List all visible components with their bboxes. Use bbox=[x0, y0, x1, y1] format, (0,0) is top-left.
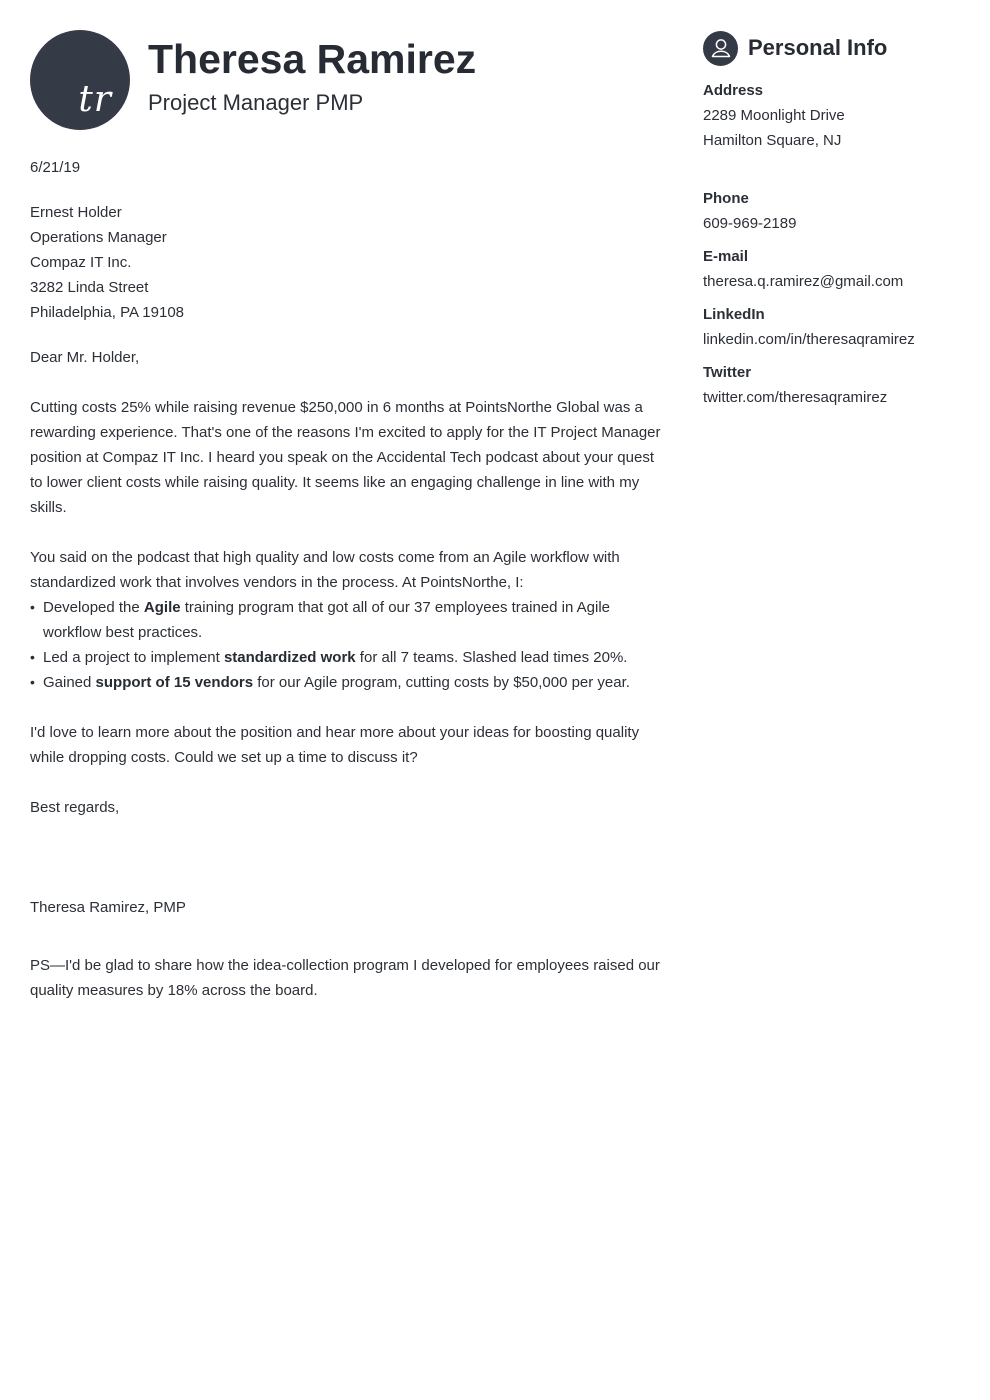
postscript: PS—I'd be glad to share how the idea-collection program I developed for employees raised our quality measures by 18% across the board. bbox=[30, 957, 660, 999]
highlight-text: standardized work bbox=[223, 649, 356, 666]
greeting: Dear Mr. Holder, bbox=[30, 349, 140, 366]
address-block bbox=[703, 78, 973, 153]
twitter-value[interactable]: twitter.com/theresaqramirez bbox=[703, 389, 888, 406]
phone-value: 609-969-2189 bbox=[703, 215, 797, 232]
achievement-list bbox=[30, 595, 670, 695]
address-line-1: 2289 Moonlight Drive bbox=[703, 107, 845, 124]
list-item: • Gained support of 15 vendors for our Agile program, cutting costs by $50,000 per year. bbox=[30, 670, 670, 695]
personal-info-title: Personal Info bbox=[748, 35, 888, 60]
phone-block bbox=[703, 186, 973, 236]
email-label: E-mail bbox=[703, 248, 749, 265]
recipient-company: Compaz IT Inc. bbox=[30, 254, 132, 271]
recipient-street: 3282 Linda Street bbox=[30, 279, 149, 296]
applicant-name: Theresa Ramirez bbox=[148, 36, 477, 82]
recipient-city: Philadelphia, PA 19108 bbox=[30, 304, 185, 321]
paragraph-achievements: You said on the podcast that high quality and low costs come from an Agile workflow with standardized work that involves vendors in the process. At PointsNorthe, I: bbox=[30, 549, 620, 591]
highlight-text: Agile bbox=[143, 599, 181, 616]
email-value[interactable]: theresa.q.ramirez@gmail.com bbox=[703, 273, 904, 290]
personal-info-sidebar bbox=[703, 30, 973, 418]
recipient-name: Ernest Holder bbox=[30, 204, 122, 221]
closing: Best regards, bbox=[30, 799, 120, 816]
list-item: • Developed the Agile training program that got all of our 37 employees trained in Agile workflow best practices. bbox=[30, 595, 670, 645]
user-icon bbox=[703, 31, 738, 66]
recipient-position: Operations Manager bbox=[30, 229, 167, 246]
list-item: • Led a project to implement standardized work for all 7 teams. Slashed lead times 20%. bbox=[30, 645, 670, 670]
linkedin-block bbox=[703, 302, 973, 352]
linkedin-value[interactable]: linkedin.com/in/theresaqramirez bbox=[703, 331, 915, 348]
applicant-title: Project Manager PMP bbox=[148, 90, 364, 115]
paragraph-call-to-action: I'd love to learn more about the position and hear more about your ideas for boosting quality while dropping costs. Could we set up a time to discuss it? bbox=[30, 724, 640, 766]
letter-date: 6/21/19 bbox=[30, 159, 81, 176]
phone-label: Phone bbox=[703, 190, 749, 207]
address-line-2: Hamilton Square, NJ bbox=[703, 132, 842, 149]
recipient-block bbox=[30, 200, 670, 325]
highlight-text: support of 15 vendors bbox=[95, 674, 254, 691]
monogram-initials: tr bbox=[78, 79, 112, 120]
paragraph-intro: Cutting costs 25% while raising revenue $250,000 in 6 months at PointsNorthe Global was a rewarding experience. That's one of the reasons I'm excited to apply for the IT Project Manager position at Compaz IT Inc. I heard you speak on the Accidental Tech podcast about your quest to lower client costs while raising quality. It seems like an engaging challenge in line with my skills. bbox=[30, 399, 661, 516]
personal-info-header bbox=[703, 30, 973, 66]
linkedin-label: LinkedIn bbox=[703, 306, 765, 323]
monogram-badge bbox=[30, 30, 130, 130]
twitter-block bbox=[703, 360, 973, 410]
email-block bbox=[703, 244, 973, 294]
letter-body bbox=[30, 155, 670, 1003]
signature-name: Theresa Ramirez, PMP bbox=[30, 899, 186, 916]
twitter-label: Twitter bbox=[703, 364, 752, 381]
address-label: Address bbox=[703, 82, 764, 99]
